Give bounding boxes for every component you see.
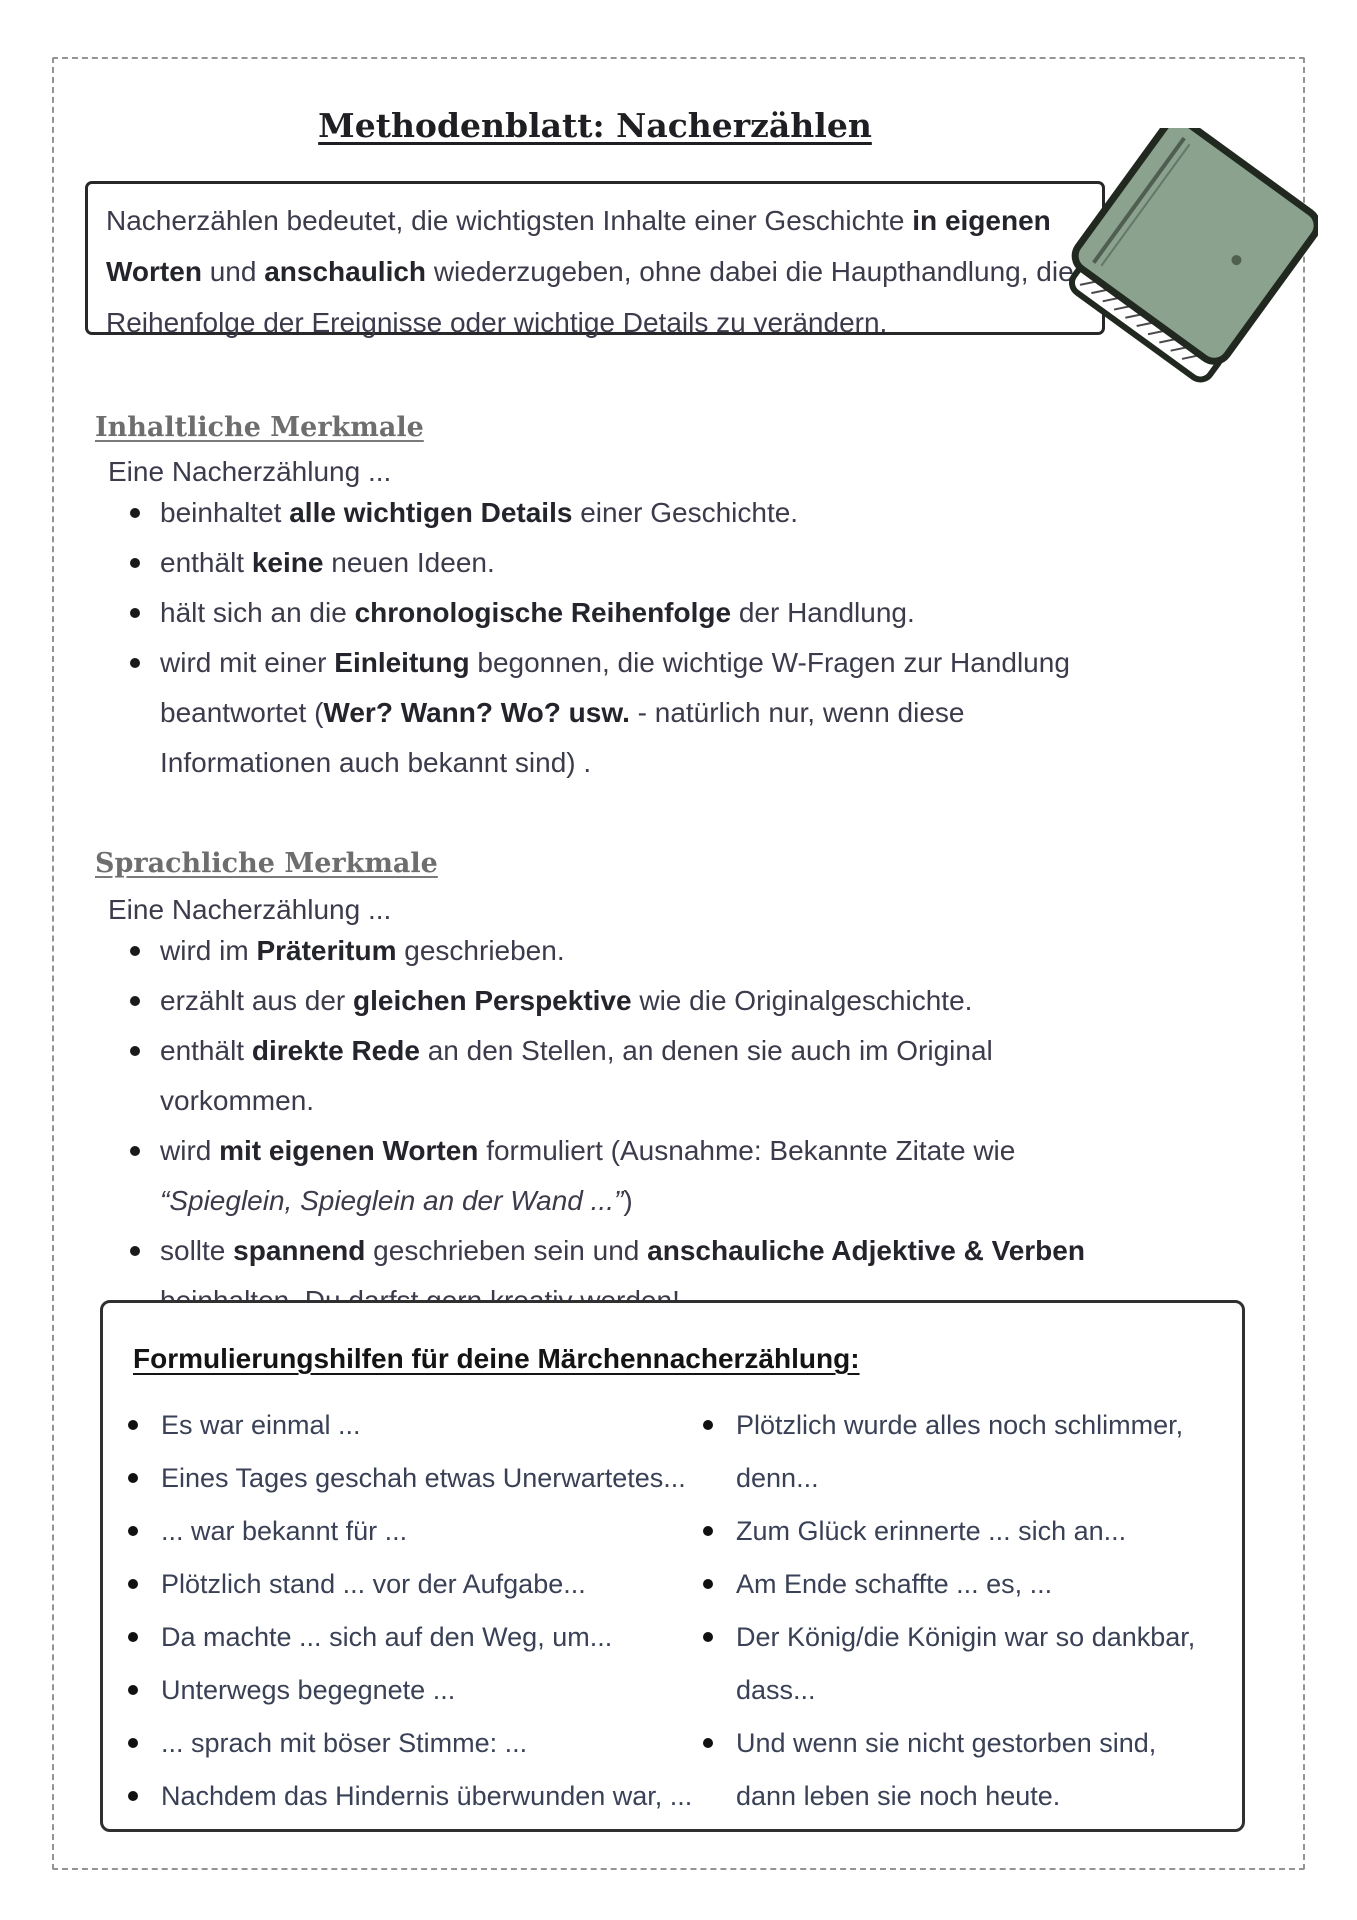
text-segment: wiederzugeben, ohne dabei die Haupthandlung, die Reihenfolge der Ereignisse oder wichtige Details zu verändern.	[106, 256, 1074, 338]
text-segment: wird im	[160, 935, 257, 966]
list-item: Plötzlich wurde alles noch schlimmer, denn...	[696, 1399, 1222, 1505]
text-segment: geschrieben.	[396, 935, 565, 966]
list-item: Es war einmal ...	[121, 1399, 696, 1452]
text-segment: anschauliche Adjektive & Verben	[647, 1235, 1085, 1266]
list-item: ... war bekannt für ...	[121, 1505, 696, 1558]
text-segment: und	[201, 256, 265, 287]
list-item: Am Ende schaffte ... es, ...	[696, 1558, 1222, 1611]
formulation-help-box	[100, 1300, 1245, 1832]
list-item: Eines Tages geschah etwas Unerwartetes...	[121, 1452, 696, 1505]
text-segment: einer Geschichte.	[572, 497, 799, 528]
section-lead: Eine Nacherzählung ...	[108, 456, 392, 487]
list-item: ... sprach mit böser Stimme: ...	[121, 1717, 696, 1770]
text-segment: wird	[160, 1135, 220, 1166]
text-segment: alle wichtigen Details	[289, 497, 573, 528]
text-segment: neuen Ideen.	[323, 547, 495, 578]
help-left-column	[121, 1399, 696, 1823]
intro-definition-box	[85, 181, 1105, 338]
text-segment: hält sich an die	[160, 597, 355, 628]
text-segment: Nacherzählen bedeutet, die wichtigsten Inhalte einer Geschichte	[106, 205, 913, 236]
inhaltlich-bullet-list	[125, 488, 1100, 788]
text-segment: in eigenen Worten	[106, 205, 1051, 287]
help-right-column	[696, 1399, 1222, 1823]
text-segment: spannend	[233, 1235, 366, 1266]
text-segment: chronologische Reihenfolge	[354, 597, 732, 628]
list-item	[125, 488, 1100, 538]
list-item: Der König/die Königin war so dankbar, dass...	[696, 1611, 1222, 1717]
page-title: Methodenblatt: Nacherzählen	[318, 106, 872, 146]
text-segment: )	[623, 1185, 633, 1216]
text-segment: an den Stellen, an denen sie auch im Original vorkommen.	[160, 1035, 993, 1116]
list-item	[125, 638, 1100, 788]
text-segment: gleichen Perspektive	[353, 985, 632, 1016]
text-segment: enthält	[160, 547, 252, 578]
text-segment: sollte	[160, 1235, 234, 1266]
text-segment: wird mit einer	[160, 647, 335, 678]
text-segment: mit eigenen Worten	[219, 1135, 479, 1166]
list-item: Plötzlich stand ... vor der Aufgabe...	[121, 1558, 696, 1611]
list-item: Unterwegs begegnete ...	[121, 1664, 696, 1717]
list-item	[125, 588, 1100, 638]
text-segment: begonnen, die wichtige W-Fragen zur Handlung beantwortet (	[160, 647, 1070, 728]
list-item: Zum Glück erinnerte ... sich an...	[696, 1505, 1222, 1558]
list-item	[125, 976, 1110, 1026]
intro-text	[106, 195, 1084, 348]
help-box-columns	[121, 1399, 1222, 1823]
list-item: Da machte ... sich auf den Weg, um...	[121, 1611, 696, 1664]
list-item	[125, 926, 1110, 976]
text-segment: direkte Rede	[251, 1035, 420, 1066]
list-item: Nachdem das Hindernis überwunden war, ...	[121, 1770, 696, 1823]
sprachlich-bullet-list	[125, 926, 1110, 1326]
text-segment: Wer? Wann? Wo? usw.	[323, 697, 630, 728]
list-item	[125, 1126, 1110, 1226]
text-segment: anschaulich	[264, 256, 427, 287]
text-segment: formuliert (Ausnahme: Bekannte Zitate wie	[478, 1135, 1016, 1166]
book-illustration	[1062, 128, 1318, 384]
text-segment: - natürlich nur, wenn diese Informationen auch bekannt sind) .	[160, 697, 965, 778]
section-heading-inhaltlich: Inhaltliche Merkmale	[95, 412, 424, 444]
text-segment: geschrieben sein und	[365, 1235, 648, 1266]
text-segment: enthält	[160, 1035, 252, 1066]
list-item: Und wenn sie nicht gestorben sind, dann leben sie noch heute.	[696, 1717, 1222, 1823]
help-box-title: Formulierungshilfen für deine Märchennacherzählung:	[133, 1343, 860, 1374]
text-segment: Präteritum	[256, 935, 397, 966]
section-lead: Eine Nacherzählung ...	[108, 894, 392, 925]
text-segment: beinhaltet	[160, 497, 290, 528]
list-item	[125, 1026, 1110, 1126]
text-segment: Einleitung	[334, 647, 470, 678]
text-segment: erzählt aus der	[160, 985, 353, 1016]
text-segment: “Spieglein, Spieglein an der Wand ...”	[160, 1185, 624, 1216]
book-icon	[1062, 128, 1318, 384]
text-segment: wie die Originalgeschichte.	[631, 985, 973, 1016]
text-segment: keine	[251, 547, 324, 578]
text-segment: der Handlung.	[731, 597, 915, 628]
section-heading-sprachlich: Sprachliche Merkmale	[95, 848, 438, 880]
list-item	[125, 538, 1100, 588]
